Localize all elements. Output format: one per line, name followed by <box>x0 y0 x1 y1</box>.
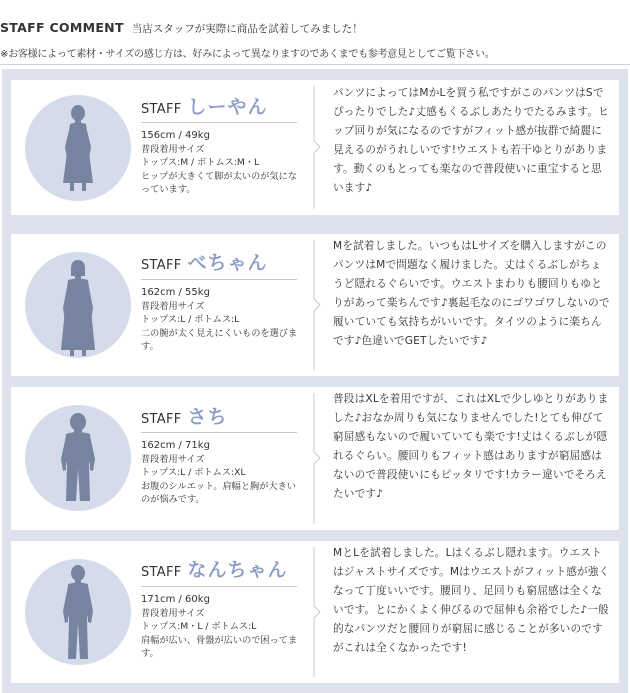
usual-size: トップス:L / ボトムス:L <box>141 314 240 326</box>
staff-name-line <box>141 555 288 582</box>
staff-name-line <box>141 248 268 275</box>
staff-card <box>11 541 619 683</box>
staff-name: べちゃん <box>187 252 268 274</box>
chevron-divider <box>311 547 323 677</box>
chevron-divider <box>311 86 323 209</box>
staff-card <box>11 387 619 530</box>
staff-comment-panel <box>2 69 628 693</box>
chevron-right-icon <box>311 240 323 370</box>
woman-silhouette-icon <box>25 95 131 201</box>
staff-concern: 肩幅が広い、骨盤が広いので困ってます。 <box>141 634 298 659</box>
staff-concern: 二の腕が太く見えにくいものを選びます。 <box>141 327 298 352</box>
header-divider <box>0 64 630 65</box>
staff-details <box>141 439 301 506</box>
usual-size: トップス:M・L / ボトムス:L <box>141 621 257 633</box>
woman-silhouette-icon <box>25 252 131 358</box>
size-label: 普段着用サイズ <box>141 454 205 466</box>
chevron-right-icon <box>311 393 323 524</box>
staff-avatar <box>25 559 131 665</box>
header-tagline: 当店スタッフが実際に商品を試着してみました！ <box>131 23 363 35</box>
staff-avatar <box>25 95 131 201</box>
woman-silhouette-icon <box>25 559 131 665</box>
staff-details <box>141 286 301 353</box>
height-weight: 156cm / 49kg <box>141 130 210 141</box>
page-header <box>0 0 630 66</box>
staff-comment-text: 普段はXLを着用ですが、これはXLで少しゆとりがありました♪おなか周りも気になりませんでした!とても伸びて窮屈感もないので履いていても楽です!丈はくるぶしが隠れるぐらい。腰回りもフィット感はありますが窮屈感はないので普段使いにもピッタリです!カラー違いでそろえたいです♪ <box>333 393 609 500</box>
name-underline <box>141 279 297 280</box>
usual-size: トップス:L / ボトムス:XL <box>141 467 246 479</box>
staff-comment-label: STAFF COMMENT <box>0 20 124 35</box>
name-underline <box>141 586 297 587</box>
staff-name-line <box>141 402 228 429</box>
staff-comment-text: パンツによってはMかLを買う私ですがこのパンツはSでぴったりでした♪丈感もくるぶしあたりでたるみます。ヒップ回りが気になるのですがフィット感が抜群で綺麗に見えるのがうれしいです!ウエストも若干ゆとりがあります。動くのもとっても楽なので普段使いに重宝すると思います♪ <box>333 87 609 194</box>
name-underline <box>141 122 297 123</box>
staff-label: STAFF <box>141 412 182 427</box>
height-weight: 162cm / 55kg <box>141 287 210 298</box>
staff-comment-text: Mを試着しました。いつもはLサイズを購入しますがこのパンツはMで問題なく履けました。丈はくるぶしがちょうど隠れるぐらいです。ウエストまわりも腰回りもゆとりがあって楽ちんです♪裏起毛なのにゴワゴワしないので履いていても気持ちがいいです。タイツのように楽ちんです♪色違いでGETしたいです♪ <box>333 240 610 347</box>
chevron-divider <box>311 393 323 524</box>
staff-avatar <box>25 252 131 358</box>
staff-details <box>141 129 301 196</box>
staff-label: STAFF <box>141 102 182 117</box>
size-label: 普段着用サイズ <box>141 608 205 620</box>
chevron-divider <box>311 240 323 370</box>
staff-label: STAFF <box>141 258 182 273</box>
staff-label: STAFF <box>141 565 182 580</box>
staff-concern: お腹のシルエット。肩幅と胸が大きいのが悩みです。 <box>141 480 296 505</box>
staff-name: なんちゃん <box>187 559 288 581</box>
staff-concern: ヒップが大きくて脚が太いのが気になっています。 <box>141 170 297 195</box>
woman-silhouette-icon <box>25 405 131 511</box>
staff-name: しーやん <box>187 96 268 118</box>
header-title <box>0 20 363 36</box>
size-label: 普段着用サイズ <box>141 144 205 156</box>
height-weight: 171cm / 60kg <box>141 594 210 605</box>
staff-name-line <box>141 92 268 119</box>
height-weight: 162cm / 71kg <box>141 440 210 451</box>
staff-card <box>11 234 619 376</box>
disclaimer-note: ※お客様によって素材・サイズの感じ方は、好みによって異なりますのであくまでも参考意見としてご覧下さい。 <box>0 49 495 60</box>
staff-card <box>11 80 619 215</box>
staff-name: さち <box>187 406 228 428</box>
size-label: 普段着用サイズ <box>141 301 205 313</box>
staff-avatar <box>25 405 131 511</box>
staff-comment-text: MとLを試着しました。Lはくるぶし隠れます。ウエストはジャストサイズです。Mはウエストがフィット感が強くなって丁度いいです。腰回り、足回りも窮屈感は全くないです。とにかくよく伸びるので屈伸も余裕でした♪一般的なパンツだと腰回りが窮屈に感じることが多いのですがこれは全くなかったです! <box>333 547 610 654</box>
chevron-right-icon <box>311 86 323 209</box>
chevron-right-icon <box>311 547 323 677</box>
staff-details <box>141 593 301 660</box>
usual-size: トップス:M / ボトムス:M・L <box>141 157 260 169</box>
name-underline <box>141 432 297 433</box>
